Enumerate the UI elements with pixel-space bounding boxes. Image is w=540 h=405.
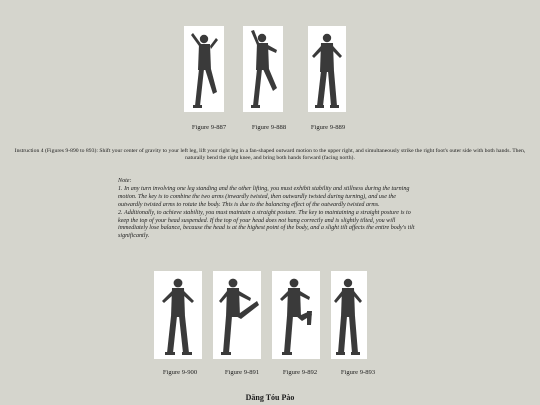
figure-caption: Figure 9-888 xyxy=(251,124,287,131)
figure-caption: Figure 9-889 xyxy=(310,124,346,131)
figure-9-891-photo xyxy=(213,271,261,359)
note-heading: Note: xyxy=(118,178,132,184)
figure-caption: Figure 9-900 xyxy=(162,369,198,376)
section-title: Dāng Tóu Pào xyxy=(245,393,295,402)
figure-9-892-photo xyxy=(272,271,320,359)
note-point-2: 2. Additionally, to achieve stability, you must maintain a straight posture. The key to maintaining a straight posture is to keep the top of your head suspended. If the top of your head does not hang correctly and is slightly tilted, you will immediately lose balance, because the head is at the highest point of the body, and a slight tilt affects the entire body's tilt significantly. xyxy=(118,209,415,240)
note-point-1: 1. In any turn involving one leg standing and the other lifting, you must exhibit stability and stillness during the turning motion. The key is to combine the two arms (inwardly twisted, then outwardly twisted during turning), and use the outwardly twisted arms to rotate the body. This is due to the balancing effect of the outwardly twisted arms. xyxy=(118,185,410,208)
figure-9-893-photo xyxy=(331,271,367,359)
figure-caption: Figure 9-893 xyxy=(340,369,376,376)
figure-9-889-photo xyxy=(308,26,346,112)
figure-caption: Figure 9-892 xyxy=(282,369,318,376)
figure-caption: Figure 9-891 xyxy=(224,369,260,376)
figure-9-900-photo xyxy=(154,271,202,359)
figure-caption: Figure 9-887 xyxy=(191,124,227,131)
instruction-paragraph: Instruction 4 (Figures 9-890 to 893): Shift your center of gravity to your left leg, lift your right leg in a fan-shaped outward motion to the upper right, and simultaneously strike the right foot's outer side with both hands. Then, naturally bend the right knee, and bring both hands forward (facing north). xyxy=(14,148,526,162)
figure-9-888-photo xyxy=(243,26,283,112)
note-block xyxy=(118,178,418,241)
figure-9-887-photo xyxy=(184,26,224,112)
